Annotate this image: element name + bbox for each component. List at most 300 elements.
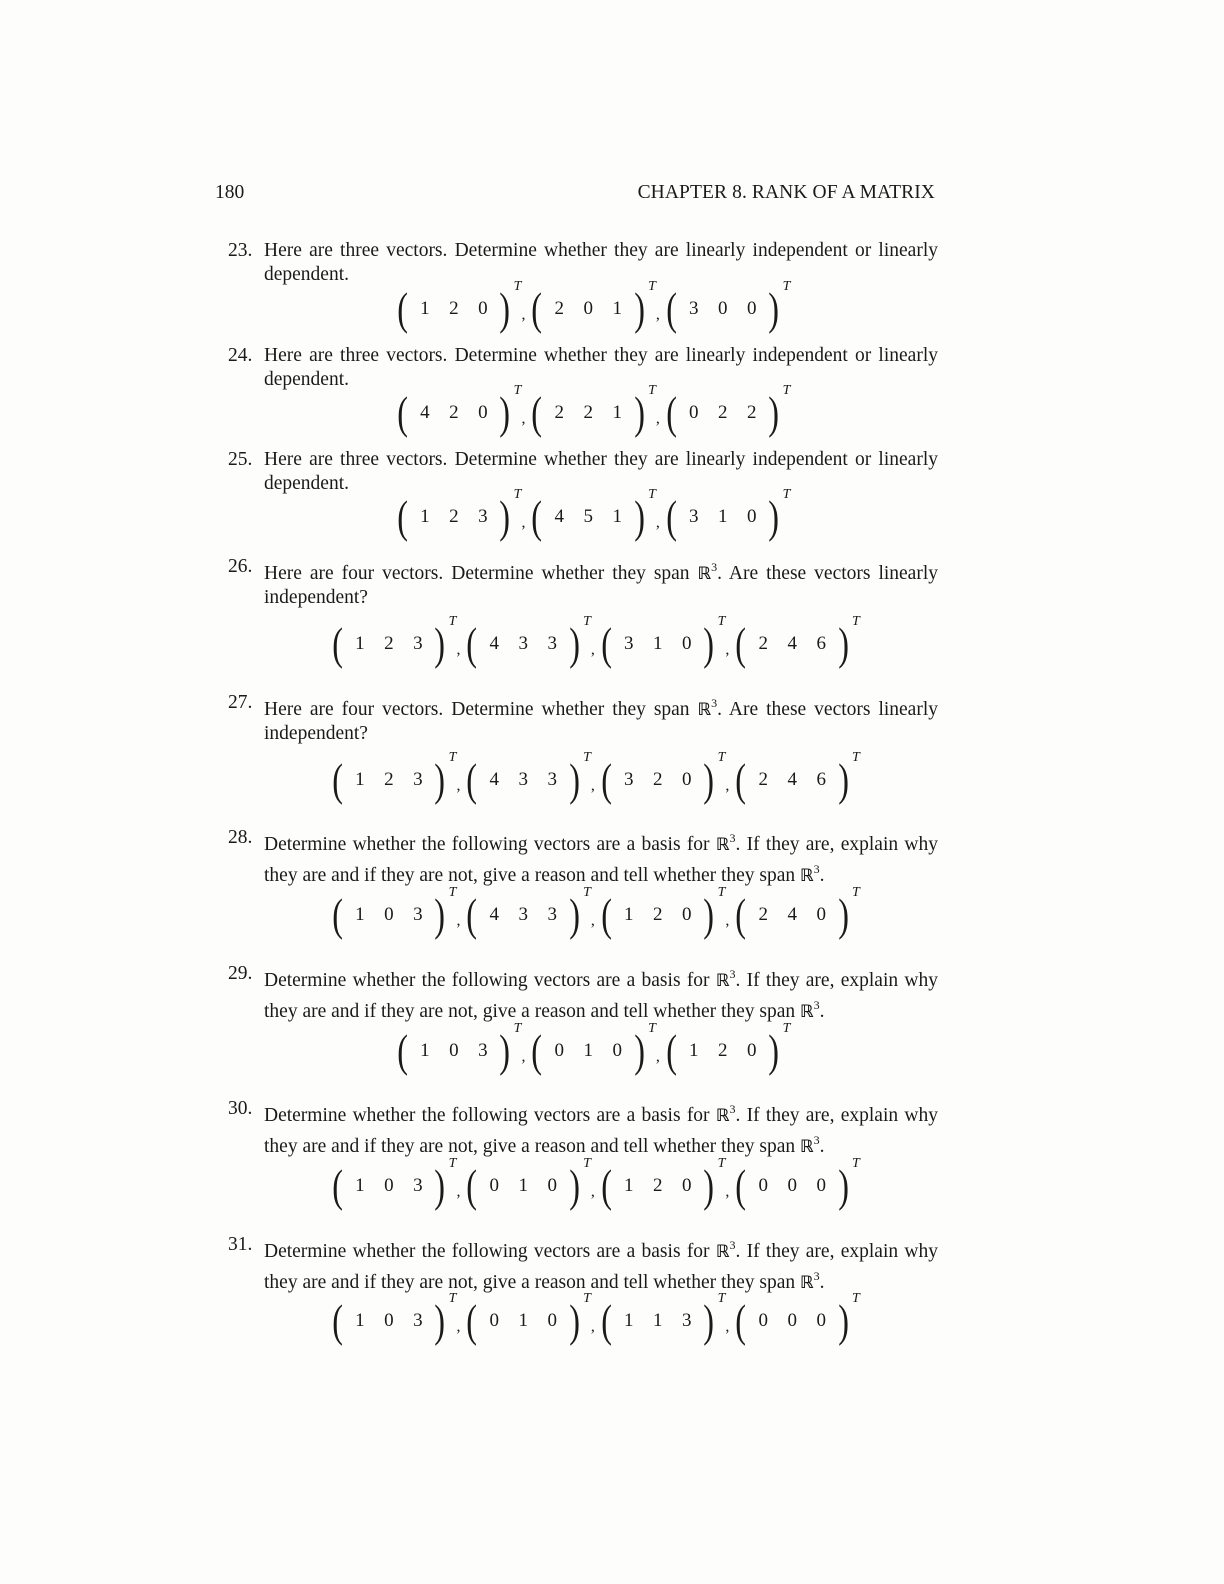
left-paren: ( (397, 1025, 409, 1076)
vector-entry: 1 (518, 1310, 529, 1331)
vector-entries (480, 904, 567, 926)
text-part: Determine whether the following vectors are a basis for (264, 834, 716, 855)
vector-entry: 3 (547, 769, 558, 790)
row-vector (464, 885, 591, 940)
vector-entry: 0 (384, 1175, 394, 1196)
transpose-superscript: T (448, 885, 457, 900)
row-vector (529, 487, 656, 542)
left-paren: ( (666, 491, 677, 542)
transpose-superscript: T (513, 383, 522, 398)
problem-27 (228, 691, 938, 746)
vector-entries (749, 769, 836, 791)
separator-comma: , (521, 1048, 526, 1065)
vector-entry: 0 (554, 1040, 565, 1061)
row-vector (330, 885, 457, 940)
row-vector (599, 885, 726, 940)
vector-entries (345, 769, 432, 791)
reals-symbol (800, 1269, 820, 1293)
vector-entries (410, 298, 497, 320)
left-paren: ( (666, 283, 677, 334)
dimension: 3 (711, 560, 718, 574)
vector-entry: 1 (420, 506, 430, 527)
problem-text (264, 555, 938, 610)
problem-text (264, 691, 938, 746)
right-paren: ) (703, 1295, 715, 1346)
vector-entry: 0 (816, 904, 826, 925)
vector-entry: 2 (554, 402, 565, 423)
row-vector (330, 1291, 457, 1346)
separator-comma: , (521, 410, 526, 427)
separator-comma: , (655, 410, 660, 427)
vector-entry: 3 (547, 904, 558, 925)
transpose-superscript: T (782, 279, 791, 294)
vector-entry: 3 (413, 1310, 423, 1331)
row-vector (733, 614, 860, 669)
right-paren: ) (569, 1160, 580, 1211)
left-paren: ( (531, 283, 543, 334)
reals-symbol (800, 998, 820, 1022)
vector-entry: 3 (478, 506, 488, 527)
vector-entry: 4 (787, 633, 797, 654)
left-paren: ( (466, 754, 478, 805)
separator-comma: , (590, 1183, 595, 1200)
right-paren: ) (499, 1025, 511, 1076)
vector-entries (410, 506, 497, 528)
vector-entry: 1 (717, 506, 728, 527)
dimension: 3 (729, 967, 736, 981)
vector-entry: 0 (681, 904, 692, 925)
vector-entry: 3 (688, 506, 699, 527)
vector-list-29 (395, 1021, 791, 1076)
row-vector (599, 1156, 726, 1211)
reals-glyph: ℝ (715, 1106, 730, 1126)
transpose-superscript: T (717, 1291, 726, 1306)
transpose-superscript: T (448, 1156, 457, 1171)
vector-entry: 0 (746, 506, 757, 527)
vector-entry: 3 (413, 633, 423, 654)
reals-glyph: ℝ (800, 1137, 814, 1157)
vector-entry: 3 (413, 904, 423, 925)
left-paren: ( (735, 889, 747, 940)
row-vector (733, 750, 860, 805)
problem-number: 24. (228, 345, 253, 366)
problem-25 (228, 448, 938, 496)
vector-entry: 2 (717, 402, 728, 423)
problem-text: Here are three vectors. Determine whether they are linearly independent or linearly dependent. (264, 345, 938, 390)
row-vector (733, 1291, 860, 1346)
left-paren: ( (397, 283, 409, 334)
vector-list-26 (330, 614, 860, 669)
row-vector (529, 383, 656, 438)
row-vector (395, 279, 522, 334)
right-paren: ) (837, 889, 849, 940)
separator-comma: , (725, 641, 730, 658)
text-part: . (819, 1001, 825, 1022)
vector-entry: 2 (554, 298, 565, 319)
left-paren: ( (735, 754, 747, 805)
left-paren: ( (601, 1295, 612, 1346)
vector-entries (480, 1175, 567, 1197)
transpose-superscript: T (852, 885, 860, 900)
text-part: . (819, 1136, 825, 1157)
transpose-superscript: T (513, 279, 522, 294)
right-paren: ) (499, 283, 511, 334)
problem-24 (228, 344, 938, 392)
problem-23 (228, 239, 938, 287)
text-part: . If they are, explain why they are and if they are not, give a reason and tell whether they span (264, 1241, 938, 1293)
transpose-superscript: T (717, 1156, 726, 1171)
vector-entry: 3 (518, 633, 529, 654)
problem-number: 25. (228, 449, 253, 470)
vector-entry: 0 (489, 1310, 500, 1331)
vector-entry: 1 (355, 1310, 365, 1331)
vector-entry: 0 (787, 1175, 797, 1196)
vector-entries (679, 298, 766, 320)
vector-list-23 (395, 279, 791, 334)
vector-entry: 0 (612, 1040, 623, 1061)
vector-entry: 0 (384, 1310, 394, 1331)
row-vector (529, 1021, 656, 1076)
vector-entry: 5 (583, 506, 594, 527)
right-paren: ) (703, 1160, 715, 1211)
vector-entry: 4 (554, 506, 565, 527)
reals-glyph: ℝ (697, 564, 712, 584)
separator-comma: , (655, 514, 660, 531)
right-paren: ) (837, 1295, 849, 1346)
dimension: 3 (711, 696, 718, 710)
vector-entry: 1 (612, 402, 623, 423)
separator-comma: , (725, 912, 730, 929)
left-paren: ( (666, 387, 677, 438)
vector-entry: 2 (449, 402, 459, 423)
vector-entry: 1 (612, 506, 623, 527)
vector-entry: 2 (449, 298, 459, 319)
row-vector (599, 750, 726, 805)
chapter-title: CHAPTER 8. RANK OF A MATRIX (637, 182, 935, 203)
right-paren: ) (837, 618, 849, 669)
vector-entry: 0 (681, 633, 692, 654)
right-paren: ) (434, 618, 446, 669)
problem-29 (228, 962, 938, 1024)
left-paren: ( (397, 387, 409, 438)
vector-entry: 2 (652, 769, 663, 790)
page-header (215, 182, 935, 212)
vector-entry: 0 (816, 1310, 826, 1331)
right-paren: ) (703, 889, 715, 940)
separator-comma: , (456, 641, 461, 658)
dimension: 3 (729, 831, 736, 845)
vector-entries (749, 1310, 836, 1332)
right-paren: ) (703, 754, 715, 805)
reals-glyph: ℝ (800, 1002, 814, 1022)
separator-comma: , (521, 514, 526, 531)
reals-symbol (697, 696, 718, 720)
text-part: Here are four vectors. Determine whether they span (264, 563, 698, 584)
problem-text (264, 1097, 938, 1159)
text-part: Determine whether the following vectors are a basis for (264, 1105, 716, 1126)
reals-symbol (800, 1133, 820, 1157)
vector-list-31 (330, 1291, 860, 1346)
vector-entry: 0 (681, 769, 692, 790)
transpose-superscript: T (583, 885, 591, 900)
right-paren: ) (434, 1295, 446, 1346)
right-paren: ) (837, 754, 849, 805)
left-paren: ( (735, 1295, 747, 1346)
problem-number: 31. (228, 1234, 253, 1255)
row-vector (330, 1156, 457, 1211)
row-vector (464, 750, 591, 805)
text-part: . If they are, explain why they are and if they are not, give a reason and tell whether they span (264, 970, 938, 1022)
transpose-superscript: T (717, 885, 726, 900)
left-paren: ( (735, 1160, 747, 1211)
vector-entry: 0 (746, 1040, 757, 1061)
vector-list-24 (395, 383, 791, 438)
vector-entry: 4 (489, 633, 500, 654)
transpose-superscript: T (448, 750, 457, 765)
text-part: . Are these vectors linearly independent? (264, 563, 938, 608)
right-paren: ) (569, 1295, 580, 1346)
vector-entry: 0 (547, 1310, 558, 1331)
separator-comma: , (456, 777, 461, 794)
problem-26 (228, 555, 938, 610)
vector-entry: 1 (612, 298, 623, 319)
vector-entries (345, 1310, 432, 1332)
problem-text: Here are three vectors. Determine whether they are linearly independent or linearly dependent. (264, 449, 938, 494)
text-part: . (819, 1272, 825, 1293)
right-paren: ) (434, 889, 446, 940)
right-paren: ) (434, 1160, 446, 1211)
vector-entry: 2 (384, 769, 394, 790)
dimension: 3 (813, 862, 820, 876)
vector-list-25 (395, 487, 791, 542)
vector-entries (614, 1175, 701, 1197)
left-paren: ( (466, 1160, 478, 1211)
row-vector (599, 1291, 726, 1346)
row-vector (464, 1291, 591, 1346)
vector-entry: 0 (449, 1040, 459, 1061)
row-vector (599, 614, 726, 669)
transpose-superscript: T (648, 487, 656, 502)
vector-entry: 4 (787, 769, 797, 790)
left-paren: ( (466, 889, 478, 940)
separator-comma: , (725, 777, 730, 794)
problem-31 (228, 1233, 938, 1295)
vector-entry: 2 (758, 904, 768, 925)
vector-entries (410, 402, 497, 424)
transpose-superscript: T (648, 383, 656, 398)
reals-symbol (715, 1238, 736, 1262)
right-paren: ) (703, 618, 715, 669)
vector-entry: 3 (623, 769, 634, 790)
vector-entry: 3 (413, 769, 423, 790)
vector-entry: 1 (623, 1175, 634, 1196)
transpose-superscript: T (852, 1291, 860, 1306)
separator-comma: , (456, 1318, 461, 1335)
vector-entry: 1 (420, 298, 430, 319)
right-paren: ) (768, 283, 780, 334)
transpose-superscript: T (448, 614, 457, 629)
vector-entries (749, 904, 836, 926)
reals-glyph: ℝ (715, 971, 730, 991)
transpose-superscript: T (852, 1156, 860, 1171)
right-paren: ) (768, 1025, 780, 1076)
left-paren: ( (531, 1025, 543, 1076)
text-part: . Are these vectors linearly independent? (264, 699, 938, 744)
separator-comma: , (456, 1183, 461, 1200)
vector-entries (614, 1310, 701, 1332)
dimension: 3 (729, 1102, 736, 1116)
dimension: 3 (813, 1269, 820, 1283)
row-vector (330, 614, 457, 669)
vector-entry: 0 (547, 1175, 558, 1196)
page-number: 180 (215, 182, 245, 203)
transpose-superscript: T (448, 1291, 457, 1306)
vector-entry: 2 (449, 506, 459, 527)
problem-text (264, 826, 938, 888)
row-vector (529, 279, 656, 334)
problem-30 (228, 1097, 938, 1159)
vector-entry: 4 (489, 769, 500, 790)
vector-entry: 1 (652, 633, 663, 654)
vector-entries (614, 904, 701, 926)
problem-text: Here are three vectors. Determine whether they are linearly independent or linearly dependent. (264, 240, 938, 285)
vector-entry: 2 (758, 769, 768, 790)
right-paren: ) (768, 491, 780, 542)
vector-entries (679, 402, 766, 424)
row-vector (664, 279, 791, 334)
row-vector (464, 1156, 591, 1211)
dimension: 3 (813, 1133, 820, 1147)
vector-entries (679, 1040, 766, 1062)
vector-entries (480, 633, 567, 655)
problem-text (264, 962, 938, 1024)
vector-entry: 6 (816, 769, 826, 790)
text-part: . If they are, explain why they are and if they are not, give a reason and tell whether they span (264, 834, 938, 886)
vector-entries (749, 1175, 836, 1197)
vector-entry: 1 (355, 769, 365, 790)
vector-entry: 0 (787, 1310, 797, 1331)
vector-entry: 1 (420, 1040, 430, 1061)
problem-number: 28. (228, 827, 253, 848)
left-paren: ( (601, 889, 612, 940)
problem-28 (228, 826, 938, 888)
vector-entry: 1 (355, 904, 365, 925)
text-part: . (819, 865, 825, 886)
left-paren: ( (397, 491, 409, 542)
vector-entry: 1 (518, 1175, 529, 1196)
transpose-superscript: T (583, 1291, 591, 1306)
vector-entry: 1 (355, 1175, 365, 1196)
left-paren: ( (332, 1295, 344, 1346)
transpose-superscript: T (782, 487, 791, 502)
problem-number: 30. (228, 1098, 253, 1119)
vector-entry: 4 (420, 402, 430, 423)
right-paren: ) (634, 1025, 645, 1076)
vector-entry: 0 (717, 298, 728, 319)
right-paren: ) (569, 754, 580, 805)
transpose-superscript: T (852, 750, 860, 765)
vector-entry: 1 (583, 1040, 594, 1061)
vector-entries (749, 633, 836, 655)
text-part: Determine whether the following vectors are a basis for (264, 1241, 716, 1262)
vector-entry: 1 (652, 1310, 663, 1331)
text-part: Here are four vectors. Determine whether they span (264, 699, 698, 720)
transpose-superscript: T (782, 383, 791, 398)
row-vector (330, 750, 457, 805)
separator-comma: , (590, 912, 595, 929)
vector-entries (345, 1175, 432, 1197)
vector-entry: 2 (384, 633, 394, 654)
separator-comma: , (456, 912, 461, 929)
left-paren: ( (332, 618, 344, 669)
left-paren: ( (332, 889, 344, 940)
transpose-superscript: T (583, 1156, 591, 1171)
left-paren: ( (531, 491, 543, 542)
left-paren: ( (466, 1295, 478, 1346)
row-vector (733, 1156, 860, 1211)
reals-symbol (715, 967, 736, 991)
separator-comma: , (655, 1048, 660, 1065)
reals-symbol (800, 862, 820, 886)
right-paren: ) (634, 387, 645, 438)
vector-entry: 2 (583, 402, 594, 423)
vector-entry: 0 (758, 1310, 768, 1331)
reals-glyph: ℝ (800, 866, 814, 886)
vector-list-28 (330, 885, 860, 940)
right-paren: ) (634, 491, 645, 542)
left-paren: ( (466, 618, 478, 669)
vector-entry: 1 (623, 904, 634, 925)
vector-entries (410, 1040, 497, 1062)
vector-entry: 3 (623, 633, 634, 654)
vector-entries (545, 506, 632, 528)
vector-entry: 2 (652, 904, 663, 925)
separator-comma: , (521, 306, 526, 323)
row-vector (395, 383, 522, 438)
vector-entry: 1 (688, 1040, 699, 1061)
vector-entry: 2 (746, 402, 757, 423)
transpose-superscript: T (648, 279, 656, 294)
row-vector (664, 383, 791, 438)
vector-entry: 0 (583, 298, 594, 319)
problem-number: 29. (228, 963, 253, 984)
vector-list-27 (330, 750, 860, 805)
transpose-superscript: T (782, 1021, 791, 1036)
separator-comma: , (725, 1318, 730, 1335)
left-paren: ( (332, 1160, 344, 1211)
vector-entry: 2 (717, 1040, 728, 1061)
transpose-superscript: T (513, 1021, 522, 1036)
transpose-superscript: T (852, 614, 860, 629)
right-paren: ) (499, 387, 511, 438)
vector-entry: 0 (746, 298, 757, 319)
vector-list-30 (330, 1156, 860, 1211)
reals-symbol (715, 831, 736, 855)
separator-comma: , (590, 641, 595, 658)
vector-entry: 1 (623, 1310, 634, 1331)
left-paren: ( (601, 1160, 612, 1211)
transpose-superscript: T (717, 750, 726, 765)
vector-entry: 4 (787, 904, 797, 925)
vector-entries (545, 402, 632, 424)
vector-entry: 0 (478, 402, 488, 423)
vector-entry: 0 (681, 1175, 692, 1196)
left-paren: ( (601, 618, 612, 669)
vector-entry: 6 (816, 633, 826, 654)
vector-entry: 0 (688, 402, 699, 423)
problem-number: 26. (228, 556, 253, 577)
left-paren: ( (531, 387, 543, 438)
